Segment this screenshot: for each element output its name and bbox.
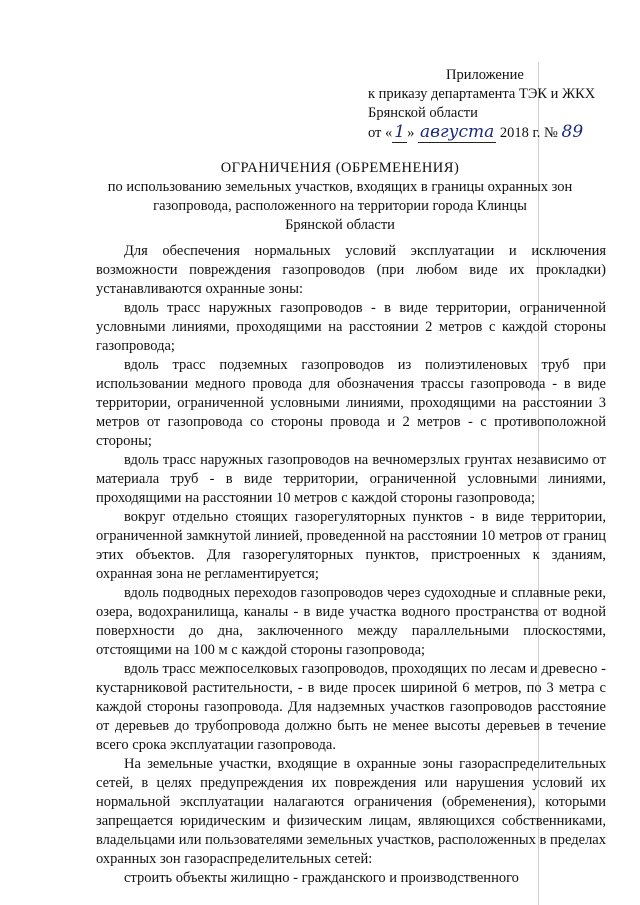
appendix-label: Приложение [446,67,524,83]
title-line-3: газопровода, расположенного на территории города Клинцы [153,198,527,214]
title-main: ОГРАНИЧЕНИЯ (ОБРЕМЕНЕНИЯ) [220,160,460,176]
document-title [60,159,620,235]
paragraph-outdoor-pipelines: вдоль трасс наружных газопроводов - в виде территории, ограниченной условными линиями, проходящими на расстоянии 2 метров с каждой стороны газопровода; [96,300,606,354]
paragraph-permafrost-pipelines: вдоль трасс наружных газопроводов на вечномерзлых грунтах независимо от материала труб - в виде территории, ограниченной условными линиями, проходящими на расстоянии 10 метров с каждой стороны газопровода; [96,452,606,506]
year-and-number-label: 2018 г. № [499,125,558,141]
order-date-line [368,123,618,143]
paragraph-regulator-points: вокруг отдельно стоящих газорегуляторных пунктов - в виде территории, ограниченной замкнутой линией, проведенной на расстоянии 10 метров от границ этих объектов. Для газорегуляторных пунктов, пристроенных к зданиям, охранная зона не регламентируется; [96,509,606,582]
appendix-header [368,66,618,143]
order-reference: к приказу департамента ТЭК и ЖКХ [368,86,596,102]
paragraph-restrictions: На земельные участки, входящие в охранные зоны газораспределительных сетей, в целях предупреждения их повреждения или нарушения условий их нормальной эксплуатации налагаются ограничения (обременения), которыми запрещается юридическим и физическим лицам, являющихся собственниками, владельцами или пользователями земельных участков, расположенных в пределах охранных зон газораспределительных сетей: [96,756,606,867]
handwritten-month: августа [419,122,495,142]
paragraph-intersettlement-pipelines: вдоль трасс межпоселковых газопроводов, проходящих по лесам и древесно - кустарниковой растительности, - в виде просек шириной 6 метров, по 3 метра с каждой стороны газопровода. Для надземных участков газопроводов расстояние от деревьев до трубопровода должно быть не менее высоты деревьев в течение всего срока эксплуатации газопровода. [96,661,606,753]
document-body [96,242,606,888]
paragraph-construction: строить объекты жилищно - гражданского и производственного [124,870,519,886]
date-prefix: от « [368,125,393,141]
paragraph-underwater-crossings: вдоль подводных переходов газопроводов через судоходные и сплавные реки, озера, водохранилища, каналы - в виде участка водного пространства от водной поверхности до дна, заключенного между параллельными плоскостями, отстоящими на 100 м с каждой стороны газопровода; [96,585,606,658]
date-mid: » [407,125,415,141]
handwritten-order-number: 89 [561,122,584,142]
region-name: Брянской области [368,105,478,121]
handwritten-day: 1 [394,122,406,142]
title-line-4: Брянской области [285,217,395,233]
paragraph-underground-pipelines: вдоль трасс подземных газопроводов из полиэтиленовых труб при использовании медного провода для обозначения трассы газопровода - в виде территории, ограниченной условными линиями, проходящими на расстоянии 3 метров от газопровода со стороны провода и 2 метров - с противоположной стороны; [96,357,606,449]
paragraph-intro: Для обеспечения нормальных условий эксплуатации и исключения возможности повреждения газопроводов (при любом виде их прокладки) устанавливаются охранные зоны: [96,243,606,297]
title-line-2: по использованию земельных участков, входящих в границы охранных зон [107,179,573,195]
